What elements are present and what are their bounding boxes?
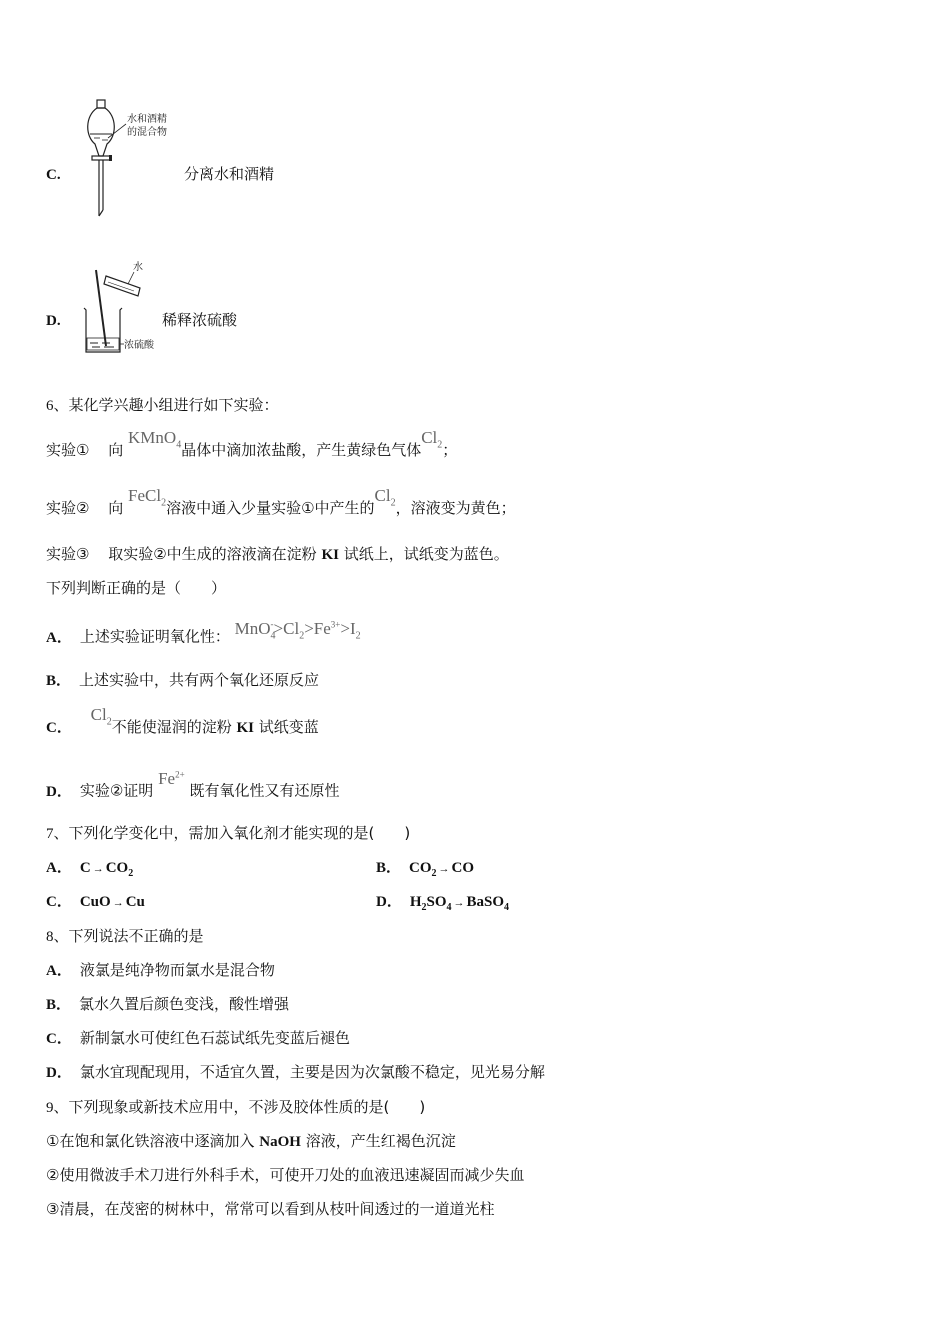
- beaker-cylinder-icon: [78, 258, 168, 358]
- q9-item-3: [46, 1199, 494, 1219]
- q8-stem: [46, 926, 204, 947]
- formula-oxidation-order: $MnO_4^->Cl_2>Fe^{3+}>I_2$: [234, 618, 361, 642]
- option-label: C．: [46, 1031, 72, 1047]
- option-label: D．: [376, 894, 402, 910]
- q6-option-b[interactable]: [46, 670, 319, 691]
- experiment-label: 实验②: [46, 499, 90, 517]
- question-number: 9、: [46, 1100, 69, 1116]
- text: ，溶液变为黄色；: [395, 499, 516, 517]
- option-text: 既有氧化性又有还原性: [189, 781, 340, 800]
- experiment-label: 实验①: [46, 441, 90, 459]
- figure-label-conc-acid: 浓硫酸: [124, 340, 154, 351]
- option-label: D.: [46, 313, 61, 329]
- option-text: 上述实验证明氧化性：: [79, 627, 230, 646]
- option-text: 液氯是纯净物而氯水是混合物: [79, 961, 275, 979]
- option-text: 上述实验中，共有两个氧化还原反应: [79, 671, 320, 689]
- q5-option-d-text: 稀释浓硫酸: [162, 311, 238, 329]
- item-marker: ②: [46, 1166, 60, 1184]
- formula-fecl2: FeCl$_2$: [128, 486, 167, 509]
- q6-question: 下列判断正确的是（ ）: [46, 579, 227, 597]
- text: 取实验②中生成的溶液滴在淀粉: [108, 545, 317, 563]
- q8-option-a[interactable]: [46, 960, 275, 981]
- option-label: C．: [46, 894, 72, 910]
- option-label: A．: [46, 629, 72, 646]
- question-stem: 下列现象或新技术应用中，不涉及胶体性质的是( ): [68, 1098, 426, 1116]
- figure-label-mixture-line1: 水和酒精: [127, 114, 167, 125]
- reaction-cuo-to-cu: CuO → Cu: [79, 894, 145, 910]
- q7-option-b[interactable]: [376, 857, 474, 884]
- option-label: A．: [46, 963, 72, 979]
- option-text: 试纸变蓝: [258, 718, 319, 736]
- text: 向: [108, 499, 124, 517]
- q6-option-c[interactable]: [46, 705, 319, 744]
- text: ；: [442, 441, 458, 459]
- option-text: 实验②证明: [79, 781, 154, 800]
- q5-option-c: [46, 164, 69, 185]
- item-marker: ①: [46, 1132, 60, 1150]
- q5-option-d: [46, 310, 69, 331]
- formula-cl2: $Cl_2$: [90, 705, 112, 728]
- q6-experiment-2: [46, 486, 516, 525]
- q6-option-d[interactable]: [46, 768, 340, 802]
- q6-experiment-3: [46, 544, 509, 565]
- separatory-funnel-figure: [80, 98, 180, 223]
- arrow-icon: →: [112, 897, 124, 909]
- arrow-icon: →: [92, 863, 104, 875]
- q8-option-d[interactable]: [46, 1062, 545, 1083]
- text: 溶液中通入少量实验①中产生的: [166, 499, 375, 517]
- q7-option-d[interactable]: [376, 891, 509, 918]
- formula-cl2: $Cl_2$: [421, 428, 443, 451]
- item-text: 在饱和氯化铁溶液中逐滴加入: [59, 1132, 255, 1150]
- option-text: 氯水久置后颜色变浅，酸性增强: [79, 995, 290, 1013]
- figure-label-mixture-line2: 的混合物: [127, 127, 167, 138]
- formula-fe2plus: $Fe^{2+}$: [158, 768, 185, 788]
- experiment-label: 实验③: [46, 545, 90, 563]
- q5-option-c-text: 分离水和酒精: [184, 165, 275, 183]
- item-text: 溶液，产生红褐色沉淀: [305, 1132, 456, 1150]
- question-number: 7、: [46, 826, 69, 842]
- question-number: 6、: [46, 398, 69, 414]
- figure-label-water: 水: [133, 262, 143, 273]
- q6-option-a[interactable]: [46, 618, 361, 654]
- question-stem: 下列说法不正确的是: [68, 927, 204, 945]
- text: 向: [108, 441, 124, 459]
- q6-stem: [46, 395, 279, 416]
- question-number: 8、: [46, 929, 69, 945]
- reaction-c-to-co2: $C \to CO_2$: [79, 860, 134, 879]
- option-label: B．: [46, 673, 72, 689]
- text: 试纸上，试纸变为蓝色。: [343, 545, 509, 563]
- q9-item-1: [46, 1131, 456, 1152]
- option-text: 氯水宜现配现用，不适宜久置，主要是因为次氯酸不稳定，见光易分解: [79, 1063, 545, 1081]
- formula-cl2: $Cl_2$: [374, 486, 396, 509]
- reaction-co2-to-co: $CO_2$ → CO: [409, 860, 475, 879]
- q6-experiment-1: [46, 428, 458, 467]
- item-marker: ③: [46, 1200, 60, 1218]
- q7-option-a[interactable]: [46, 857, 133, 884]
- question-stem: 下列化学变化中，需加入氧化剂才能实现的是( ): [68, 824, 411, 842]
- arrow-icon: →: [453, 897, 465, 909]
- formula-naoh: NaOH: [259, 1134, 301, 1150]
- option-label: D．: [46, 1065, 72, 1081]
- reaction-h2so4-to-baso4: $H_2SO_4$ → BaSO$_4$: [409, 894, 510, 913]
- option-label: B．: [46, 997, 72, 1013]
- option-label: A．: [46, 860, 72, 876]
- formula-kmno4: KMnO$_4$: [128, 428, 182, 451]
- option-label: C．: [46, 720, 72, 736]
- formula-ki: KI: [321, 547, 339, 563]
- separatory-funnel-icon: [80, 98, 180, 223]
- option-text: 新制氯水可使红色石蕊试纸先变蓝后褪色: [79, 1029, 350, 1047]
- q9-item-2: [46, 1165, 524, 1185]
- item-text: 清晨，在茂密的树林中，常常可以看到从枝叶间透过的一道道光柱: [59, 1200, 495, 1218]
- option-text: 不能使湿润的淀粉: [111, 718, 232, 736]
- q9-stem: [46, 1097, 425, 1118]
- text: 晶体中滴加浓盐酸，产生黄绿色气体: [181, 441, 422, 459]
- question-stem: 某化学兴趣小组进行如下实验：: [68, 396, 279, 414]
- option-label: B．: [376, 860, 402, 876]
- item-text: 使用微波手术刀进行外科手术，可使开刀处的血液迅速凝固而减少失血: [59, 1166, 525, 1184]
- arrow-icon: →: [438, 863, 450, 875]
- q7-option-c[interactable]: [46, 891, 145, 913]
- option-label: D．: [46, 783, 72, 800]
- q7-stem: [46, 823, 410, 844]
- dilute-acid-figure: [78, 258, 168, 358]
- formula-ki: KI: [236, 720, 254, 736]
- q8-option-b[interactable]: [46, 994, 289, 1015]
- option-label: C.: [46, 167, 61, 183]
- q8-option-c[interactable]: [46, 1028, 350, 1049]
